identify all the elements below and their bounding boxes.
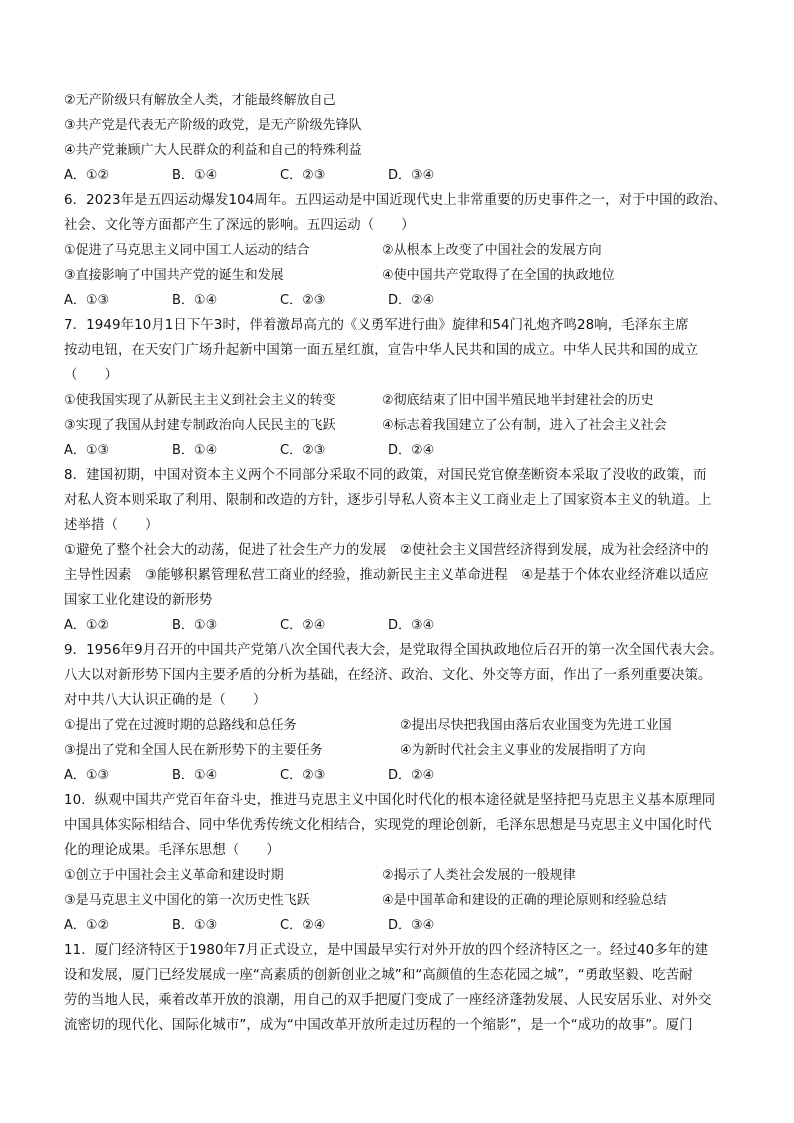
q6-statement-4: ④使中国共产党取得了在全国的执政地位 [382, 268, 615, 283]
q7-statement-2: ②彻底结束了旧中国半殖民地半封建社会的历史 [382, 393, 654, 408]
q11-stem-line-4: 流密切的现代化、国际化城市”，成为“中国改革开放所走过历程的一个缩影”，是一个“成功的故事”。厦门 [64, 1018, 693, 1033]
q11-stem-line-2: 设和发展，厦门已经发展成一座“高素质的创新创业之城”和“高颜值的生态花园之城”，“勇敢坚毅、吃苦耐 [64, 968, 693, 983]
q7-statement-1: ①使我国实现了从新民主主义到社会主义的转变 [64, 393, 336, 408]
q9-stem-line-1: 9．1956年9月召开的中国共产党第八次全国代表大会，是党取得全国执政地位后召开的第一次全国代表大会。 [64, 643, 723, 658]
q10-stem-line-1: 10．纵观中国共产党百年奋斗史，推进马克思主义中国化时代化的根本途径就是坚持把马克思主义基本原理同 [64, 793, 716, 808]
option-d[interactable]: D．③④ [388, 168, 435, 183]
q6-stem-line-2: 社会、文化等方面都产生了深远的影响。五四运动（ ） [64, 218, 415, 233]
q9-statement-2: ②提出尽快把我国由落后农业国变为先进工业国 [400, 718, 672, 733]
q7-stem-line-1: 7．1949年10月1日下午3时，伴着激昂高亢的《义勇军进行曲》旋律和54门礼炮齐鸣28响，毛泽东主席 [64, 318, 689, 333]
option-d[interactable]: D．③④ [388, 918, 435, 933]
option-b[interactable]: B．①③ [172, 918, 218, 933]
q10-statement-1: ①创立于中国社会主义革命和建设时期 [64, 868, 284, 883]
option-d[interactable]: D．②④ [388, 443, 435, 458]
option-a[interactable]: A．①② [64, 918, 110, 933]
option-d[interactable]: D．②④ [388, 293, 435, 308]
option-a[interactable]: A．①② [64, 618, 110, 633]
q7-statement-4: ④标志着我国建立了公有制，进入了社会主义社会 [382, 418, 667, 433]
q9-statements-row-1 [64, 713, 744, 738]
q10-statement-3: ③是马克思主义中国化的第一次历史性飞跃 [64, 893, 310, 908]
option-a[interactable]: A．①② [64, 168, 110, 183]
q10-statement-4: ④是中国革命和建设的正确的理论原则和经验总结 [382, 893, 667, 908]
option-d[interactable]: D．②④ [388, 768, 435, 783]
q10-stem-line-2: 中国具体实际相结合、同中华优秀传统文化相结合，实现党的理论创新，毛泽东思想是马克思主义中国化时代 [64, 818, 712, 833]
q8-stem-line-2: 对私人资本则采取了利用、限制和改造的方针，逐步引导私人资本主义工商业走上了国家资本主义的轨道。上 [64, 493, 712, 508]
option-c[interactable]: C．②④ [280, 918, 326, 933]
q9-stem-line-2: 八大以对新形势下国内主要矛盾的分析为基础，在经济、政治、文化、外交等方面，作出了一系列重要决策。 [64, 668, 712, 683]
q10-statements-row-2 [64, 888, 744, 913]
q6-statement-3: ③直接影响了中国共产党的诞生和发展 [64, 268, 284, 283]
q6-stem-line-1: 6．2023年是五四运动爆发104周年。五四运动是中国近现代史上非常重要的历史事件之一，对于中国的政治、 [64, 193, 727, 208]
option-c[interactable]: C．②③ [280, 443, 326, 458]
option-b[interactable]: B．①④ [172, 443, 218, 458]
option-b[interactable]: B．①④ [172, 768, 218, 783]
q6-statement-1: ①促进了马克思主义同中国工人运动的结合 [64, 243, 310, 258]
q6-statement-2: ②从根本上改变了中国社会的发展方向 [382, 243, 602, 258]
q7-stem-line-2: 按动电钮，在天安门广场升起新中国第一面五星红旗，宣告中华人民共和国的成立。中华人民共和国的成立 [64, 343, 699, 358]
q7-statement-3: ③实现了我国从封建专制政治向人民民主的飞跃 [64, 418, 336, 433]
option-a[interactable]: A．①③ [64, 768, 110, 783]
q8-statements-line-2: 主导性因素 ③能够积累管理私营工商业的经验，推动新民主主义革命进程 ④是基于个体农业经济难以适应 [64, 568, 709, 583]
q9-stem-line-3: 对中共八大认识正确的是（ ） [64, 693, 267, 708]
q9-statement-4: ④为新时代社会主义事业的发展指明了方向 [400, 743, 646, 758]
q8-options [64, 613, 744, 638]
q9-options [64, 763, 744, 788]
prev-statement-2: ②无产阶级只有解放全人类，才能最终解放自己 [64, 93, 336, 108]
option-d[interactable]: D．③④ [388, 618, 435, 633]
option-a[interactable]: A．①③ [64, 443, 110, 458]
q10-options [64, 913, 744, 938]
q10-statement-2: ②揭示了人类社会发展的一般规律 [382, 868, 576, 883]
option-c[interactable]: C．②③ [280, 768, 326, 783]
q6-statements-row-1 [64, 238, 744, 263]
q10-stem-line-3: 化的理论成果。毛泽东思想（ ） [64, 843, 280, 858]
option-b[interactable]: B．①④ [172, 293, 218, 308]
exam-page [64, 88, 744, 1038]
q7-statements-row-2 [64, 413, 744, 438]
q7-statements-row-1 [64, 388, 744, 413]
q9-statement-3: ③提出了党和全国人民在新形势下的主要任务 [64, 743, 323, 758]
q8-stem-line-3: 述举措（ ） [64, 518, 159, 533]
prev-options [64, 163, 744, 188]
option-c[interactable]: C．②③ [280, 168, 326, 183]
q11-stem-line-1: 11．厦门经济特区于1980年7月正式设立，是中国最早实行对外开放的四个经济特区之一。经过40多年的建 [64, 943, 709, 958]
option-b[interactable]: B．①④ [172, 168, 218, 183]
q7-options [64, 438, 744, 463]
option-c[interactable]: C．②③ [280, 293, 326, 308]
option-a[interactable]: A．①③ [64, 293, 110, 308]
q8-statements-line-1: ①避免了整个社会大的动荡，促进了社会生产力的发展 ②使社会主义国营经济得到发展，成为社会经济中的 [64, 543, 709, 558]
q6-statements-row-2 [64, 263, 744, 288]
q11-stem-line-3: 劳的当地人民，乘着改革开放的浪潮，用自己的双手把厦门变成了一座经济蓬勃发展、人民安居乐业、对外交 [64, 993, 712, 1008]
q7-stem-line-3: （ ） [64, 368, 118, 383]
q8-statements-line-3: 国家工业化建设的新形势 [64, 593, 213, 608]
option-c[interactable]: C．②④ [280, 618, 326, 633]
prev-statement-4: ④共产党兼顾广大人民群众的利益和自己的特殊利益 [64, 143, 362, 158]
option-b[interactable]: B．①③ [172, 618, 218, 633]
q9-statement-1: ①提出了党在过渡时期的总路线和总任务 [64, 718, 297, 733]
q10-statements-row-1 [64, 863, 744, 888]
prev-statement-3: ③共产党是代表无产阶级的政党，是无产阶级先锋队 [64, 118, 362, 133]
q8-stem-line-1: 8．建国初期，中国对资本主义两个不同部分采取不同的政策，对国民党官僚垄断资本采取了没收的政策，而 [64, 468, 707, 483]
q6-options [64, 288, 744, 313]
q9-statements-row-2 [64, 738, 744, 763]
